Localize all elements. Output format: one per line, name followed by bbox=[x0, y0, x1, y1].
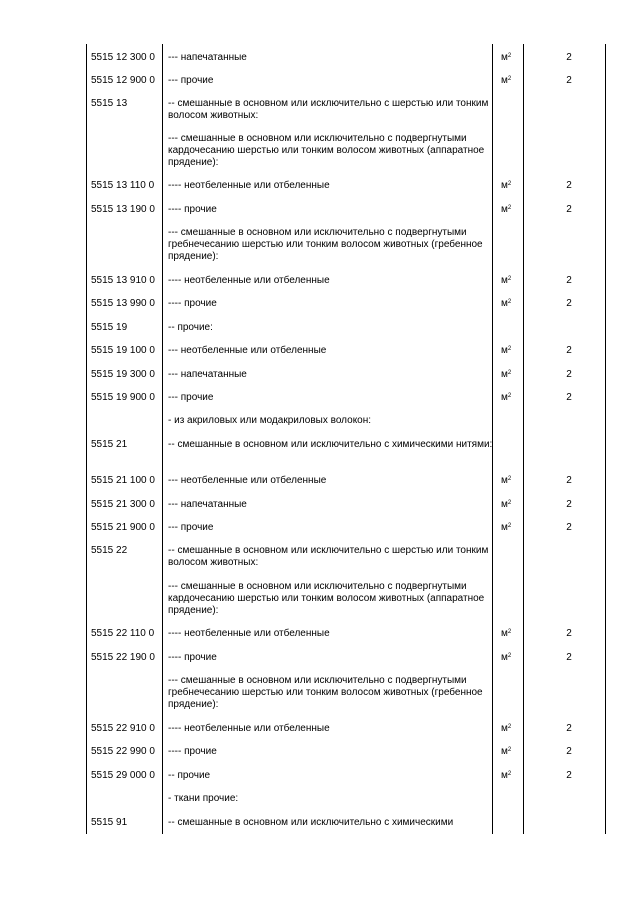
row-unit bbox=[501, 275, 511, 286]
unit-base: м bbox=[501, 345, 508, 356]
unit-exponent: 2 bbox=[507, 653, 512, 659]
unit-exponent: 2 bbox=[507, 299, 512, 305]
row-rate: 2 bbox=[566, 475, 572, 486]
unit-exponent: 2 bbox=[507, 476, 512, 482]
row-rate: 2 bbox=[566, 652, 572, 663]
row-rate: 2 bbox=[566, 298, 572, 309]
row-description: ---- неотбеленные или отбеленные bbox=[168, 628, 330, 639]
unit-base: м bbox=[501, 180, 508, 191]
unit-exponent: 2 bbox=[507, 205, 512, 211]
unit-base: м bbox=[501, 628, 508, 639]
unit-exponent: 2 bbox=[507, 181, 512, 187]
row-rate: 2 bbox=[566, 75, 572, 86]
row-unit bbox=[501, 345, 511, 356]
unit-exponent: 2 bbox=[507, 500, 512, 506]
row-description: ---- прочие bbox=[168, 746, 217, 757]
row-description: ---- неотбеленные или отбеленные bbox=[168, 180, 330, 191]
row-code: 5515 13 910 0 bbox=[91, 275, 155, 286]
row-code: 5515 19 300 0 bbox=[91, 369, 155, 380]
row-code: 5515 22 110 0 bbox=[91, 628, 155, 639]
row-rate: 2 bbox=[566, 723, 572, 734]
row-description: ---- прочие bbox=[168, 204, 217, 215]
column-divider bbox=[605, 44, 606, 834]
row-rate: 2 bbox=[566, 369, 572, 380]
row-code: 5515 19 bbox=[91, 322, 128, 333]
unit-exponent: 2 bbox=[507, 724, 512, 730]
row-rate: 2 bbox=[566, 180, 572, 191]
unit-exponent: 2 bbox=[507, 76, 512, 82]
row-code: 5515 19 100 0 bbox=[91, 345, 155, 356]
unit-base: м bbox=[501, 770, 508, 781]
row-description: --- прочие bbox=[168, 75, 214, 86]
row-unit bbox=[501, 298, 511, 309]
unit-base: м bbox=[501, 275, 508, 286]
row-description: - из акриловых или модакриловых волокон: bbox=[168, 415, 372, 426]
unit-exponent: 2 bbox=[507, 370, 512, 376]
unit-base: м bbox=[501, 298, 508, 309]
row-code: 5515 21 bbox=[91, 439, 128, 450]
row-description: --- неотбеленные или отбеленные bbox=[168, 475, 327, 486]
row-code: 5515 12 900 0 bbox=[91, 75, 155, 86]
unit-exponent: 2 bbox=[507, 53, 512, 59]
row-unit bbox=[501, 499, 511, 510]
row-rate: 2 bbox=[566, 204, 572, 215]
row-code: 5515 13 990 0 bbox=[91, 298, 155, 309]
row-code: 5515 22 bbox=[91, 545, 128, 556]
unit-base: м bbox=[501, 746, 508, 757]
row-rate: 2 bbox=[566, 770, 572, 781]
row-unit bbox=[501, 628, 511, 639]
unit-base: м bbox=[501, 723, 508, 734]
row-code: 5515 21 900 0 bbox=[91, 522, 155, 533]
row-description: -- прочие: bbox=[168, 322, 213, 333]
row-code: 5515 12 300 0 bbox=[91, 52, 155, 63]
unit-exponent: 2 bbox=[507, 346, 512, 352]
row-description: -- смешанные в основном или исключительно с шерстью или тонким волосом животных: bbox=[168, 545, 489, 568]
row-unit bbox=[501, 52, 511, 63]
unit-exponent: 2 bbox=[507, 747, 512, 753]
row-unit bbox=[501, 204, 511, 215]
unit-base: м bbox=[501, 75, 508, 86]
row-rate: 2 bbox=[566, 52, 572, 63]
row-description: - ткани прочие: bbox=[168, 793, 239, 804]
row-description: --- напечатанные bbox=[168, 52, 247, 63]
row-description: ---- неотбеленные или отбеленные bbox=[168, 723, 330, 734]
row-unit bbox=[501, 746, 511, 757]
row-unit bbox=[501, 392, 511, 403]
row-description: --- прочие bbox=[168, 522, 214, 533]
unit-exponent: 2 bbox=[507, 276, 512, 282]
row-code: 5515 13 bbox=[91, 98, 128, 109]
row-code: 5515 22 990 0 bbox=[91, 746, 155, 757]
row-code: 5515 29 000 0 bbox=[91, 770, 155, 781]
row-description: --- смешанные в основном или исключительно с подвергнутыми кардочесанию шерстью или тонким волосом животных (аппаратное прядение): bbox=[168, 581, 485, 616]
row-code: 5515 22 190 0 bbox=[91, 652, 155, 663]
row-code: 5515 22 910 0 bbox=[91, 723, 155, 734]
row-rate: 2 bbox=[566, 392, 572, 403]
row-description: --- смешанные в основном или исключительно с подвергнутыми гребнечесанию шерстью или тонким волосом животных (гребенное прядение): bbox=[168, 675, 483, 710]
row-description: -- смешанные в основном или исключительно с шерстью или тонким волосом животных: bbox=[168, 98, 489, 121]
unit-exponent: 2 bbox=[507, 523, 512, 529]
unit-base: м bbox=[501, 522, 508, 533]
unit-base: м bbox=[501, 652, 508, 663]
row-code: 5515 21 300 0 bbox=[91, 499, 155, 510]
row-unit bbox=[501, 522, 511, 533]
row-rate: 2 bbox=[566, 522, 572, 533]
tariff-table bbox=[86, 44, 606, 834]
unit-exponent: 2 bbox=[507, 771, 512, 777]
row-description: ---- неотбеленные или отбеленные bbox=[168, 275, 330, 286]
row-description: --- напечатанные bbox=[168, 499, 247, 510]
row-description: ---- прочие bbox=[168, 298, 217, 309]
unit-base: м bbox=[501, 499, 508, 510]
row-rate: 2 bbox=[566, 499, 572, 510]
row-description: --- напечатанные bbox=[168, 369, 247, 380]
row-rate: 2 bbox=[566, 345, 572, 356]
row-description: --- неотбеленные или отбеленные bbox=[168, 345, 327, 356]
row-code: 5515 13 190 0 bbox=[91, 204, 155, 215]
unit-base: м bbox=[501, 369, 508, 380]
row-unit bbox=[501, 180, 511, 191]
row-unit bbox=[501, 369, 511, 380]
unit-base: м bbox=[501, 52, 508, 63]
row-rate: 2 bbox=[566, 746, 572, 757]
row-unit bbox=[501, 475, 511, 486]
unit-base: м bbox=[501, 392, 508, 403]
row-unit bbox=[501, 652, 511, 663]
row-code: 5515 19 900 0 bbox=[91, 392, 155, 403]
column-divider bbox=[86, 44, 87, 834]
row-description: -- смешанные в основном или исключительно с химическими нитями: bbox=[168, 439, 493, 450]
row-code: 5515 13 110 0 bbox=[91, 180, 155, 191]
row-description: --- прочие bbox=[168, 392, 214, 403]
row-description: ---- прочие bbox=[168, 652, 217, 663]
unit-exponent: 2 bbox=[507, 393, 512, 399]
unit-base: м bbox=[501, 475, 508, 486]
row-rate: 2 bbox=[566, 275, 572, 286]
row-description: -- прочие bbox=[168, 770, 211, 781]
row-rate: 2 bbox=[566, 628, 572, 639]
unit-base: м bbox=[501, 204, 508, 215]
row-code: 5515 91 bbox=[91, 817, 128, 828]
row-code: 5515 21 100 0 bbox=[91, 475, 155, 486]
unit-exponent: 2 bbox=[507, 629, 512, 635]
row-unit bbox=[501, 75, 511, 86]
row-unit bbox=[501, 770, 511, 781]
row-description: --- смешанные в основном или исключительно с подвергнутыми гребнечесанию шерстью или тонким волосом животных (гребенное прядение): bbox=[168, 227, 483, 262]
row-description: --- смешанные в основном или исключительно с подвергнутыми кардочесанию шерстью или тонким волосом животных (аппаратное прядение): bbox=[168, 133, 485, 168]
row-description: -- смешанные в основном или исключительно с химическими bbox=[168, 817, 454, 828]
column-divider bbox=[523, 44, 524, 834]
row-unit bbox=[501, 723, 511, 734]
